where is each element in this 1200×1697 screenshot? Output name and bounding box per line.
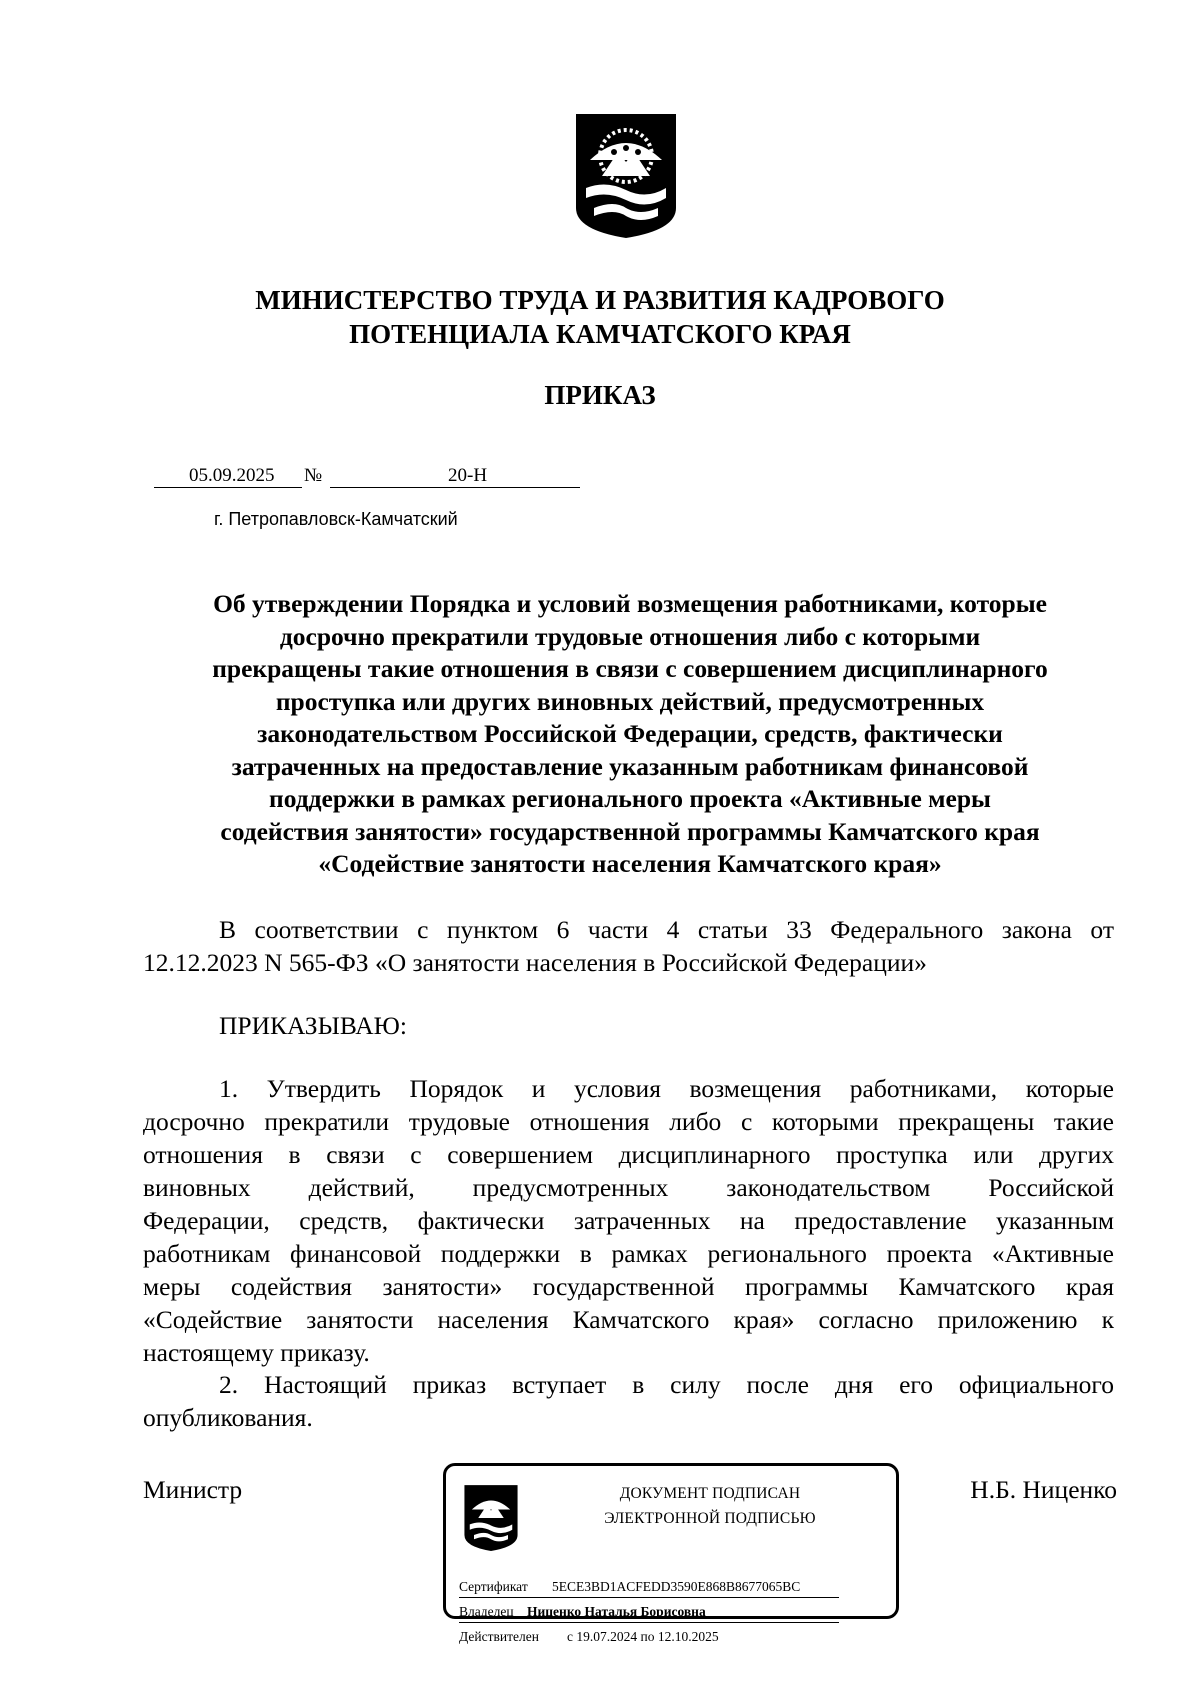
- stamp-coat-of-arms-icon: [463, 1484, 519, 1552]
- document-subject: [150, 588, 1110, 881]
- subject-line: затраченных на предоставление указанным работникам финансовой: [231, 751, 1029, 781]
- subject-line: законодательством Российской Федерации, средств, фактически: [257, 719, 1003, 748]
- ministry-name: [0, 283, 1200, 351]
- certificate-label: Сертификат: [459, 1579, 528, 1594]
- subject-line: содействия занятости» государственной программы Камчатского края: [220, 816, 1040, 846]
- owner-label: Владелец: [459, 1604, 514, 1619]
- registration-line: [154, 464, 580, 488]
- paragraph-line: работникам финансовой поддержки в рамках регионального проекта «Активные: [143, 1239, 1114, 1268]
- paragraph-line: опубликования.: [143, 1403, 313, 1432]
- stamp-title: [540, 1481, 880, 1531]
- paragraph-line: настоящему приказу.: [143, 1338, 370, 1367]
- city: г. Петропавловск-Камчатский: [214, 509, 458, 529]
- stamp-title-line-1: ДОКУМЕНТ ПОДПИСАН: [619, 1485, 801, 1502]
- signatory-position: Министр: [143, 1475, 243, 1504]
- order-date: 05.09.2025: [189, 465, 275, 486]
- ministry-line-1: МИНИСТЕРСТВО ТРУДА И РАЗВИТИЯ КАДРОВОГО: [255, 285, 945, 315]
- stamp-divider: [459, 1597, 839, 1598]
- paragraph-line: отношения в связи с совершением дисциплинарного проступка или других: [143, 1140, 1114, 1169]
- paragraph-line: 12.12.2023 N 565-ФЗ «О занятости населения в Российской Федерации»: [143, 948, 927, 977]
- number-sign: №: [304, 465, 323, 486]
- subject-line: Об утверждении Порядка и условий возмещения работниками, которые: [213, 589, 1047, 618]
- stamp-certificate-row: [459, 1578, 800, 1596]
- document-type: ПРИКАЗ: [544, 380, 656, 410]
- subject-line: «Содействие занятости населения Камчатского края»: [318, 849, 942, 878]
- paragraph-line: «Содействие занятости населения Камчатского края» согласно приложению к: [143, 1305, 1114, 1334]
- owner-value: Ниценко Наталья Борисовна: [527, 1604, 706, 1619]
- order-item-2: [143, 1368, 1114, 1434]
- signatory-name: Н.Б. Ниценко: [970, 1475, 1117, 1504]
- ministry-line-2: ПОТЕНЦИАЛА КАМЧАТСКОГО КРАЯ: [349, 319, 851, 349]
- subject-line: проступка или других виновных действий, предусмотренных: [275, 686, 985, 716]
- order-word: ПРИКАЗЫВАЮ:: [219, 1011, 407, 1040]
- paragraph-line: виновных действий, предусмотренных законодательством Российской: [143, 1173, 1114, 1202]
- legal-basis-paragraph: [143, 913, 1114, 979]
- validity-value: с 19.07.2024 по 12.10.2025: [567, 1629, 719, 1644]
- paragraph-line: Федерации, средств, фактически затраченных на предоставление указанным: [143, 1206, 1114, 1235]
- stamp-validity-row: [459, 1628, 719, 1646]
- order-item-1: [143, 1072, 1114, 1369]
- order-number: 20-Н: [448, 465, 488, 486]
- certificate-value: 5ECE3BD1ACFEDD3590E868B8677065BC: [552, 1579, 801, 1594]
- paragraph-line: 2. Настоящий приказ вступает в силу после дня его официального: [219, 1370, 1114, 1399]
- subject-line: прекращены такие отношения в связи с совершением дисциплинарного: [212, 654, 1048, 683]
- paragraph-line: меры содействия занятости» государственной программы Камчатского края: [143, 1272, 1114, 1301]
- stamp-title-line-2: ЭЛЕКТРОННОЙ ПОДПИСЬЮ: [604, 1510, 816, 1527]
- paragraph-line: 1. Утвердить Порядок и условия возмещения работниками, которые: [219, 1074, 1114, 1103]
- kamchatka-coat-of-arms-icon: [574, 112, 678, 240]
- paragraph-line: досрочно прекратили трудовые отношения либо с которыми прекращены такие: [143, 1107, 1114, 1136]
- paragraph-line: В соответствии с пунктом 6 части 4 статьи 33 Федерального закона от: [219, 915, 1114, 944]
- validity-label: Действителен: [459, 1629, 539, 1644]
- subject-line: досрочно прекратили трудовые отношения либо с которыми: [279, 621, 981, 651]
- stamp-owner-row: [459, 1603, 706, 1621]
- stamp-divider: [459, 1622, 839, 1623]
- subject-line: поддержки в рамках регионального проекта «Активные меры: [269, 784, 991, 813]
